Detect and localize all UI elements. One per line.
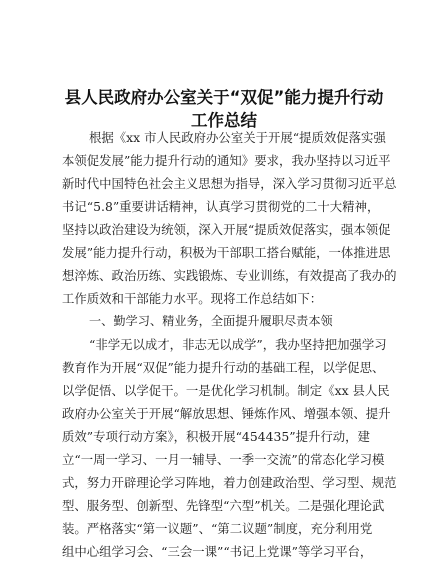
paragraph-2-line: 装。严格落实“第一议题”、“第二议题”制度，充分利用党 — [62, 521, 373, 536]
paragraph-2-line: 政府办公室关于开展“解放思想、锤炼作风、增强本领、提升 — [62, 406, 391, 421]
title-line-2: 工作总结 — [191, 111, 257, 130]
paragraph-2-line: 组中心组学习会、“三会一课”“书记上党课”等学习平台， — [62, 544, 373, 559]
paragraph-2-line: 式，努力开辟理论学习阵地，着力创建政治型、学习型、规范 — [62, 475, 397, 490]
paragraph-2-line: 质效”专项行动方案》，积极开展“454435”提升行动，建 — [62, 429, 370, 444]
paragraph-1-line: 发展”能力提升行动，积极为干部职工搭台赋能，一体推进思 — [62, 245, 391, 260]
paragraph-1-line: 本领促发展”能力提升行动的通知》要求，我办坚持以习近平 — [62, 153, 391, 168]
paragraph-1-line: 书记“5.8”重要讲话精神，认真学习贯彻党的二十大精神， — [62, 199, 380, 214]
section-1-heading: 一、勤学习、精业务，全面提升履职尽责本领 — [89, 314, 333, 328]
paragraph-1-line: 工作质效和干部能力水平。现将工作总结如下： — [62, 291, 323, 306]
document-body — [62, 126, 402, 563]
paragraph-1-line: 想淬炼、政治历练、实践锻炼、专业训练，有效提高了我办的 — [62, 268, 397, 283]
paragraph-2-line: 立“一周一学习、一月一辅导、一季一交流”的常态化学习模 — [62, 452, 385, 467]
paragraph-2-line: “非学无以成才，非志无以成学”，我办坚持把加强学习 — [89, 337, 387, 352]
paragraph-2-line: 型、服务型、创新型、先锋型“六型”机关。二是强化理论武 — [62, 498, 385, 513]
paragraph-1-line: 根据《xx 市人民政府办公室关于开展“提质效促落实强 — [89, 130, 386, 145]
paragraph-2-line: 教育作为开展“双促”能力提升行动的基础工程，以学促思、 — [62, 360, 385, 375]
title-line-1: 县人民政府办公室关于“双促”能力提升行动 — [64, 88, 384, 107]
paragraph-2-line: 以学促悟、以学促干。一是优化学习机制。制定《xx 县人民 — [62, 383, 390, 398]
paragraph-1-line: 新时代中国特色社会主义思想为指导，深入学习贯彻习近平总 — [62, 176, 397, 191]
paragraph-1-line: 坚持以政治建设为统领，深入开展“提质效促落实，强本领促 — [62, 222, 391, 237]
